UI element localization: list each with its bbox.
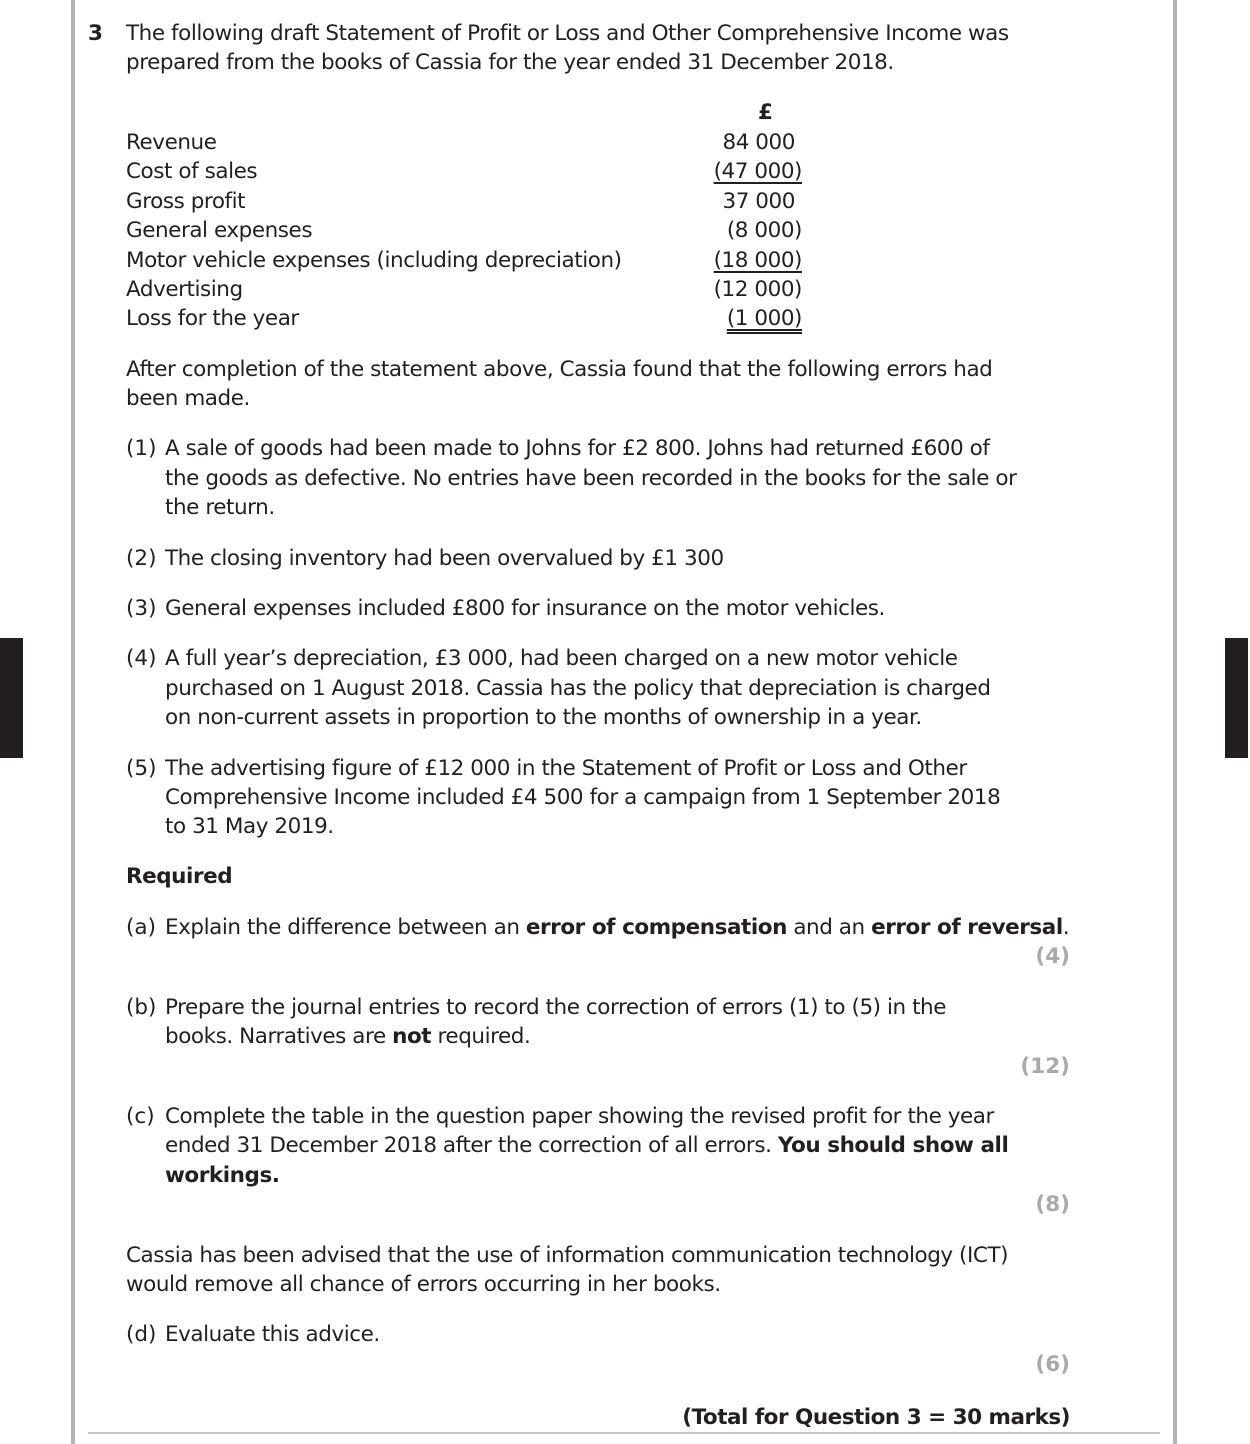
statement-label-cost-of-sales: Cost of sales (126, 159, 258, 184)
part-c-line-2 (165, 1131, 1008, 1161)
statement-value-general-expenses: (8 000) (726, 218, 802, 243)
question-intro-line-2: prepared from the books of Cassia for the year ended 31 December 2018. (126, 50, 894, 75)
question-number: 3 (88, 21, 103, 46)
part-a-label: (a) (126, 915, 156, 940)
part-b-emphasis-not: not (392, 1024, 432, 1049)
error-4-line-1: A full year’s depreciation, £3 000, had been charged on a new motor vehicle (165, 646, 958, 671)
error-1-line-2: the goods as defective. No entries have been recorded in the books for the sale or (165, 466, 1017, 491)
error-5-line-2: Comprehensive Income included £4 500 for a campaign from 1 September 2018 (165, 785, 1001, 810)
part-d-label: (d) (126, 1322, 157, 1347)
part-d-text: Evaluate this advice. (165, 1322, 380, 1347)
part-a-text-pre: Explain the difference between an (165, 915, 526, 940)
part-b-marks: (12) (1020, 1054, 1070, 1079)
page-edge-tab-left (0, 638, 23, 758)
part-c-marks: (8) (1035, 1192, 1070, 1217)
statement-value-motor-vehicle-expenses: (18 000) (713, 248, 802, 273)
part-a-text-post: . (1062, 915, 1070, 940)
part-b-line-1: Prepare the journal entries to record the correction of errors (1) to (5) in the (165, 995, 947, 1020)
page-edge-tab-right (1225, 638, 1248, 758)
part-c-label: (c) (126, 1104, 155, 1129)
part-a-text (165, 913, 1069, 943)
statement-value-loss-for-year: (1 000) (726, 306, 802, 331)
part-c-line-1: Complete the table in the question paper showing the revised profit for the year (165, 1104, 994, 1129)
part-a-term-compensation: error of compensation (525, 915, 787, 940)
statement-label-gross-profit: Gross profit (126, 189, 246, 214)
part-b-label: (b) (126, 995, 157, 1020)
question-total-marks: (Total for Question 3 = 30 marks) (682, 1405, 1070, 1430)
statement-value-advertising: (12 000) (713, 277, 802, 302)
part-b-line-2-post: required. (431, 1024, 531, 1049)
part-a-text-mid: and an (786, 915, 872, 940)
part-a-marks: (4) (1035, 944, 1070, 969)
error-4-line-2: purchased on 1 August 2018. Cassia has the policy that depreciation is charged (165, 676, 991, 701)
error-3-number: (3) (126, 596, 157, 621)
ict-line-2: would remove all chance of errors occurring in her books. (126, 1272, 721, 1297)
statement-label-advertising: Advertising (126, 277, 243, 302)
error-4-number: (4) (126, 646, 157, 671)
part-c-line-2-pre: ended 31 December 2018 after the correction of all errors. (165, 1133, 778, 1158)
statement-value-gross-profit: 37 000 (722, 189, 795, 214)
ict-line-1: Cassia has been advised that the use of information communication technology (ICT) (126, 1243, 1009, 1268)
bottom-rule (88, 1432, 1160, 1434)
errors-intro-line-2: been made. (126, 386, 250, 411)
statement-label-motor-vehicle-expenses: Motor vehicle expenses (including depreciation) (126, 248, 622, 273)
part-c-emphasis-show-all: You should show all (777, 1133, 1009, 1158)
statement-value-revenue: 84 000 (722, 130, 795, 155)
error-4-line-3: on non-current assets in proportion to the months of ownership in a year. (165, 705, 922, 730)
statement-label-general-expenses: General expenses (126, 218, 313, 243)
error-3-line-1: General expenses included £800 for insurance on the motor vehicles. (165, 596, 885, 621)
error-5-line-1: The advertising figure of £12 000 in the Statement of Profit or Loss and Other (165, 756, 967, 781)
currency-header: £ (758, 100, 773, 125)
statement-label-loss-for-year: Loss for the year (126, 306, 299, 331)
error-1-number: (1) (126, 436, 157, 461)
error-5-line-3: to 31 May 2019. (165, 814, 334, 839)
error-1-line-1: A sale of goods had been made to Johns for £2 800. Johns had returned £600 of (165, 436, 990, 461)
page-border-left (71, 0, 75, 1444)
error-2-line-1: The closing inventory had been overvalued by £1 300 (165, 546, 724, 571)
error-5-number: (5) (126, 756, 157, 781)
required-heading: Required (126, 864, 233, 889)
statement-label-revenue: Revenue (126, 130, 217, 155)
part-b-line-2 (165, 1022, 530, 1052)
part-b-line-2-pre: books. Narratives are (165, 1024, 393, 1049)
error-1-line-3: the return. (165, 495, 275, 520)
statement-value-cost-of-sales: (47 000) (713, 159, 802, 184)
question-intro-line-1: The following draft Statement of Profit or Loss and Other Comprehensive Income was (126, 21, 1009, 46)
error-2-number: (2) (126, 546, 157, 571)
part-d-marks: (6) (1035, 1352, 1070, 1377)
part-a-term-reversal: error of reversal (871, 915, 1063, 940)
part-c-line-3: workings. (165, 1163, 280, 1188)
errors-intro-line-1: After completion of the statement above, Cassia found that the following errors had (126, 357, 993, 382)
page-border-right (1173, 0, 1177, 1444)
